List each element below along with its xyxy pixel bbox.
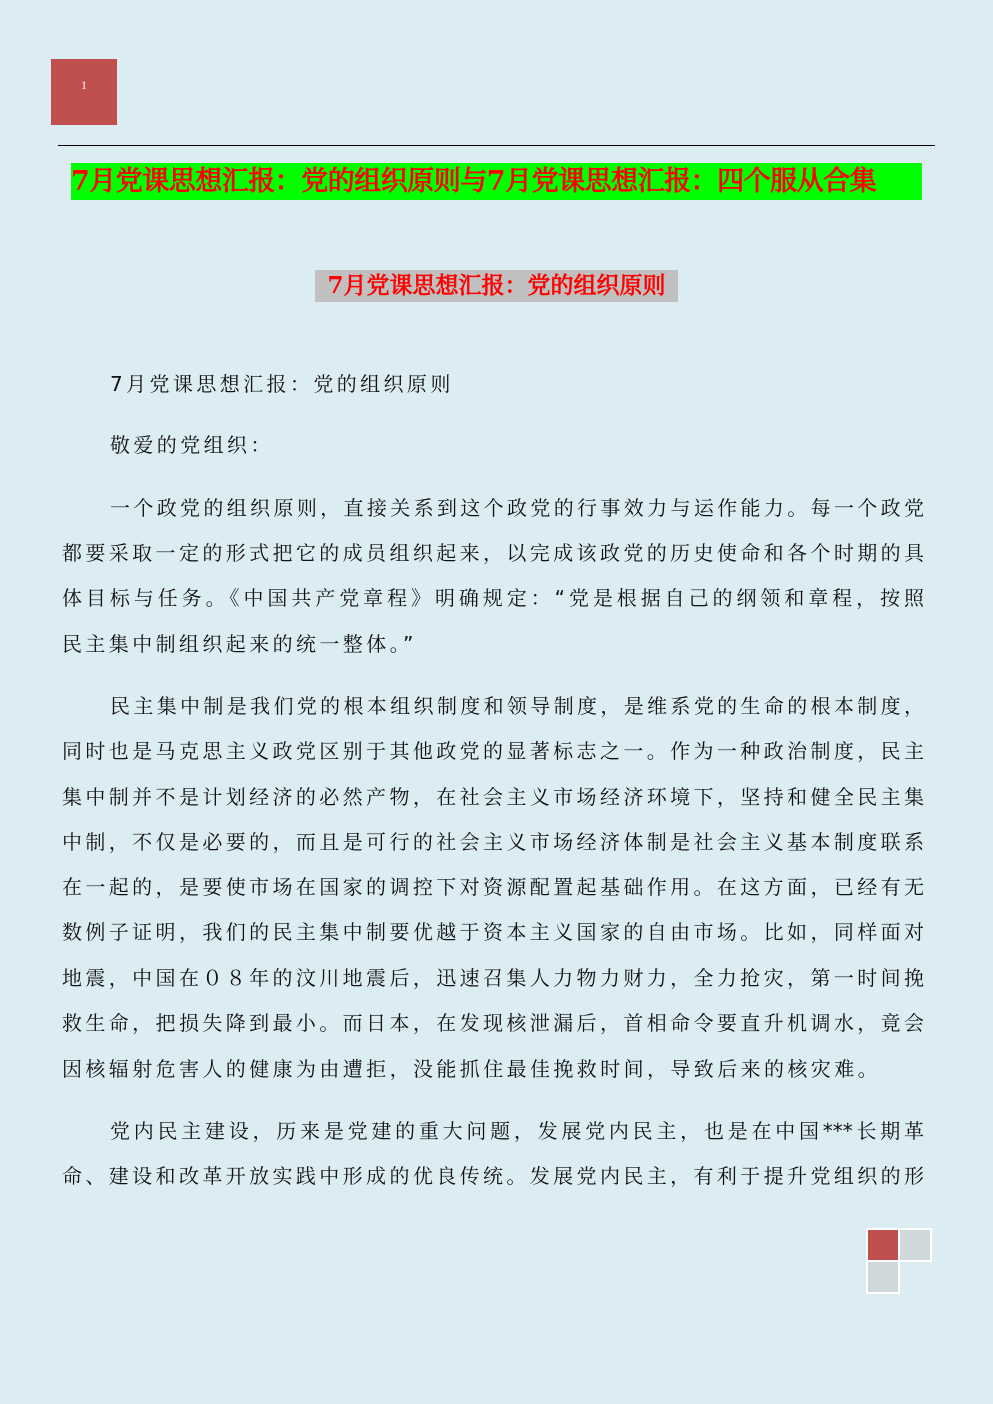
heading-line: 7月党课思想汇报：党的组织原则	[110, 372, 454, 396]
paragraph-line: 一个政党的组织原则，直接关系到这个政党的行事效力与运作能力。每一个政党	[110, 496, 924, 520]
header-divider	[58, 145, 935, 146]
paragraph-line: 地震，中国在０８年的汶川地震后，迅速召集人力物力财力，全力抢灾，第一时间挽	[62, 966, 924, 990]
paragraph-line: 党内民主建设，历来是党建的重大问题，发展党内民主，也是在中国***长期革	[110, 1119, 924, 1143]
paragraph-line: 中制，不仅是必要的，而且是可行的社会主义市场经济体制是社会主义基本制度联系	[62, 830, 924, 854]
paragraph-line: 因核辐射危害人的健康为由遭拒，没能抓住最佳挽救时间，导致后来的核灾难。	[62, 1057, 881, 1081]
paragraph-line: 数例子证明，我们的民主集中制要优越于资本主义国家的自由市场。比如，同样面对	[62, 920, 924, 944]
paragraph-line: 民主集中制组织起来的统一整体。”	[62, 632, 417, 656]
paragraph-line: 命、建设和改革开放实践中形成的优良传统。发展党内民主，有利于提升党组织的形	[62, 1164, 924, 1188]
page-number-badge	[51, 59, 117, 125]
page-number: 1	[81, 78, 87, 92]
paragraph-line: 在一起的，是要使市场在国家的调控下对资源配置起基础作用。在这方面，已经有无	[62, 875, 924, 899]
document-sub-title: 7月党课思想汇报：党的组织原则	[315, 270, 678, 302]
paragraph-line: 民主集中制是我们党的根本组织制度和领导制度，是维系党的生命的根本制度，	[110, 694, 924, 718]
document-main-title: 7月党课思想汇报：党的组织原则与7月党课思想汇报：四个服从合集	[71, 163, 922, 200]
paragraph-line: 集中制并不是计划经济的必然产物，在社会主义市场经济环境下，坚持和健全民主集	[62, 785, 924, 809]
paragraph-line: 同时也是马克思主义政党区别于其他政党的显著标志之一。作为一种政治制度，民主	[62, 739, 924, 763]
corner-logo-icon	[866, 1228, 933, 1293]
paragraph-line: 体目标与任务。《中国共产党章程》明确规定：“党是根据自己的纲领和章程，按照	[62, 586, 924, 610]
logo-square-grey	[898, 1228, 932, 1262]
salutation: 敬爱的党组织：	[110, 433, 274, 457]
logo-square-grey	[866, 1260, 900, 1294]
paragraph-line: 救生命，把损失降到最小。而日本，在发现核泄漏后，首相命令要直升机调水，竟会	[62, 1011, 924, 1035]
logo-square-red	[866, 1228, 900, 1262]
paragraph-line: 都要采取一定的形式把它的成员组织起来，以完成该政党的历史使命和各个时期的具	[62, 541, 924, 565]
